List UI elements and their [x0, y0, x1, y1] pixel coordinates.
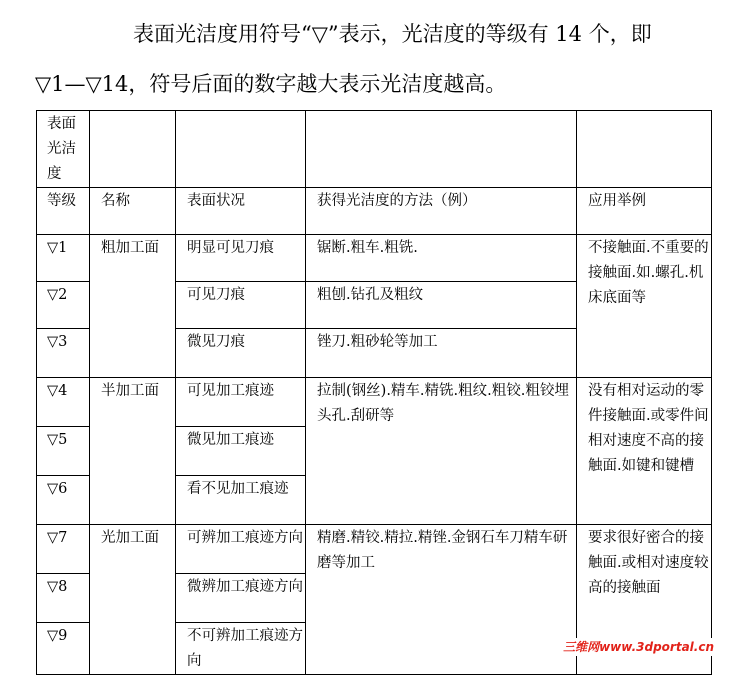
grade-cell: ▽5 — [37, 427, 90, 476]
application-cell: 要求很好密合的接触面.或相对速度较高的接触面 — [577, 525, 712, 675]
table-title: 表面光洁度 — [37, 111, 90, 188]
method-cell: 精磨.精铰.精拉.精锉.金钢石车刀精车研磨等加工 — [306, 525, 577, 675]
surface-cell: 可辨加工痕迹方向 — [176, 525, 306, 574]
application-cell: 没有相对运动的零件接触面.或零件间相对速度不高的接触面.如键和键槽 — [577, 378, 712, 525]
empty-cell — [90, 111, 176, 188]
empty-cell — [577, 111, 712, 188]
grade-cell: ▽4 — [37, 378, 90, 427]
surface-finish-table — [36, 110, 712, 675]
method-cell: 锉刀.粗砂轮等加工 — [306, 329, 577, 378]
finish-name-cell: 光加工面 — [90, 525, 176, 675]
header-row — [37, 188, 712, 235]
surface-cell: 微见刀痕 — [176, 329, 306, 378]
application-cell: 不接触面.不重要的接触面.如.螺孔.机床底面等 — [577, 235, 712, 378]
intro-line-1: 表面光洁度用符号“▽”表示，光洁度的等级有 14 个，即 — [133, 22, 652, 46]
method-cell: 拉制(钢丝).精车.精铣.粗纹.粗铰.粗铰埋头孔.刮研等 — [306, 378, 577, 525]
finish-name-cell: 粗加工面 — [90, 235, 176, 378]
empty-cell — [306, 111, 577, 188]
surface-cell: 看不见加工痕迹 — [176, 476, 306, 525]
surface-cell: 可见刀痕 — [176, 282, 306, 329]
grade-cell: ▽1 — [37, 235, 90, 282]
intro-line-2: ▽1—▽14，符号后面的数字越大表示光洁度越高。 — [35, 72, 507, 96]
header-surface: 表面状况 — [176, 188, 306, 235]
table-row — [37, 378, 712, 427]
method-cell: 粗刨.钻孔及粗纹 — [306, 282, 577, 329]
header-method: 获得光洁度的方法（例） — [306, 188, 577, 235]
finish-name-cell: 半加工面 — [90, 378, 176, 525]
header-grade: 等级 — [37, 188, 90, 235]
grade-cell: ▽9 — [37, 623, 90, 675]
surface-cell: 微见加工痕迹 — [176, 427, 306, 476]
header-name: 名称 — [90, 188, 176, 235]
surface-cell: 明显可见刀痕 — [176, 235, 306, 282]
surface-cell: 不可辨加工痕迹方向 — [176, 623, 306, 675]
table-title-row — [37, 111, 712, 188]
grade-cell: ▽3 — [37, 329, 90, 378]
surface-cell: 微辨加工痕迹方向 — [176, 574, 306, 623]
grade-cell: ▽8 — [37, 574, 90, 623]
surface-cell: 可见加工痕迹 — [176, 378, 306, 427]
table-row — [37, 235, 712, 282]
grade-cell: ▽7 — [37, 525, 90, 574]
grade-cell: ▽2 — [37, 282, 90, 329]
site-watermark: 三维网www.3dportal.cn — [523, 638, 736, 656]
empty-cell — [176, 111, 306, 188]
grade-cell: ▽6 — [37, 476, 90, 525]
method-cell: 锯断.粗车.粗铣. — [306, 235, 577, 282]
table-row — [37, 525, 712, 574]
header-application: 应用举例 — [577, 188, 712, 235]
